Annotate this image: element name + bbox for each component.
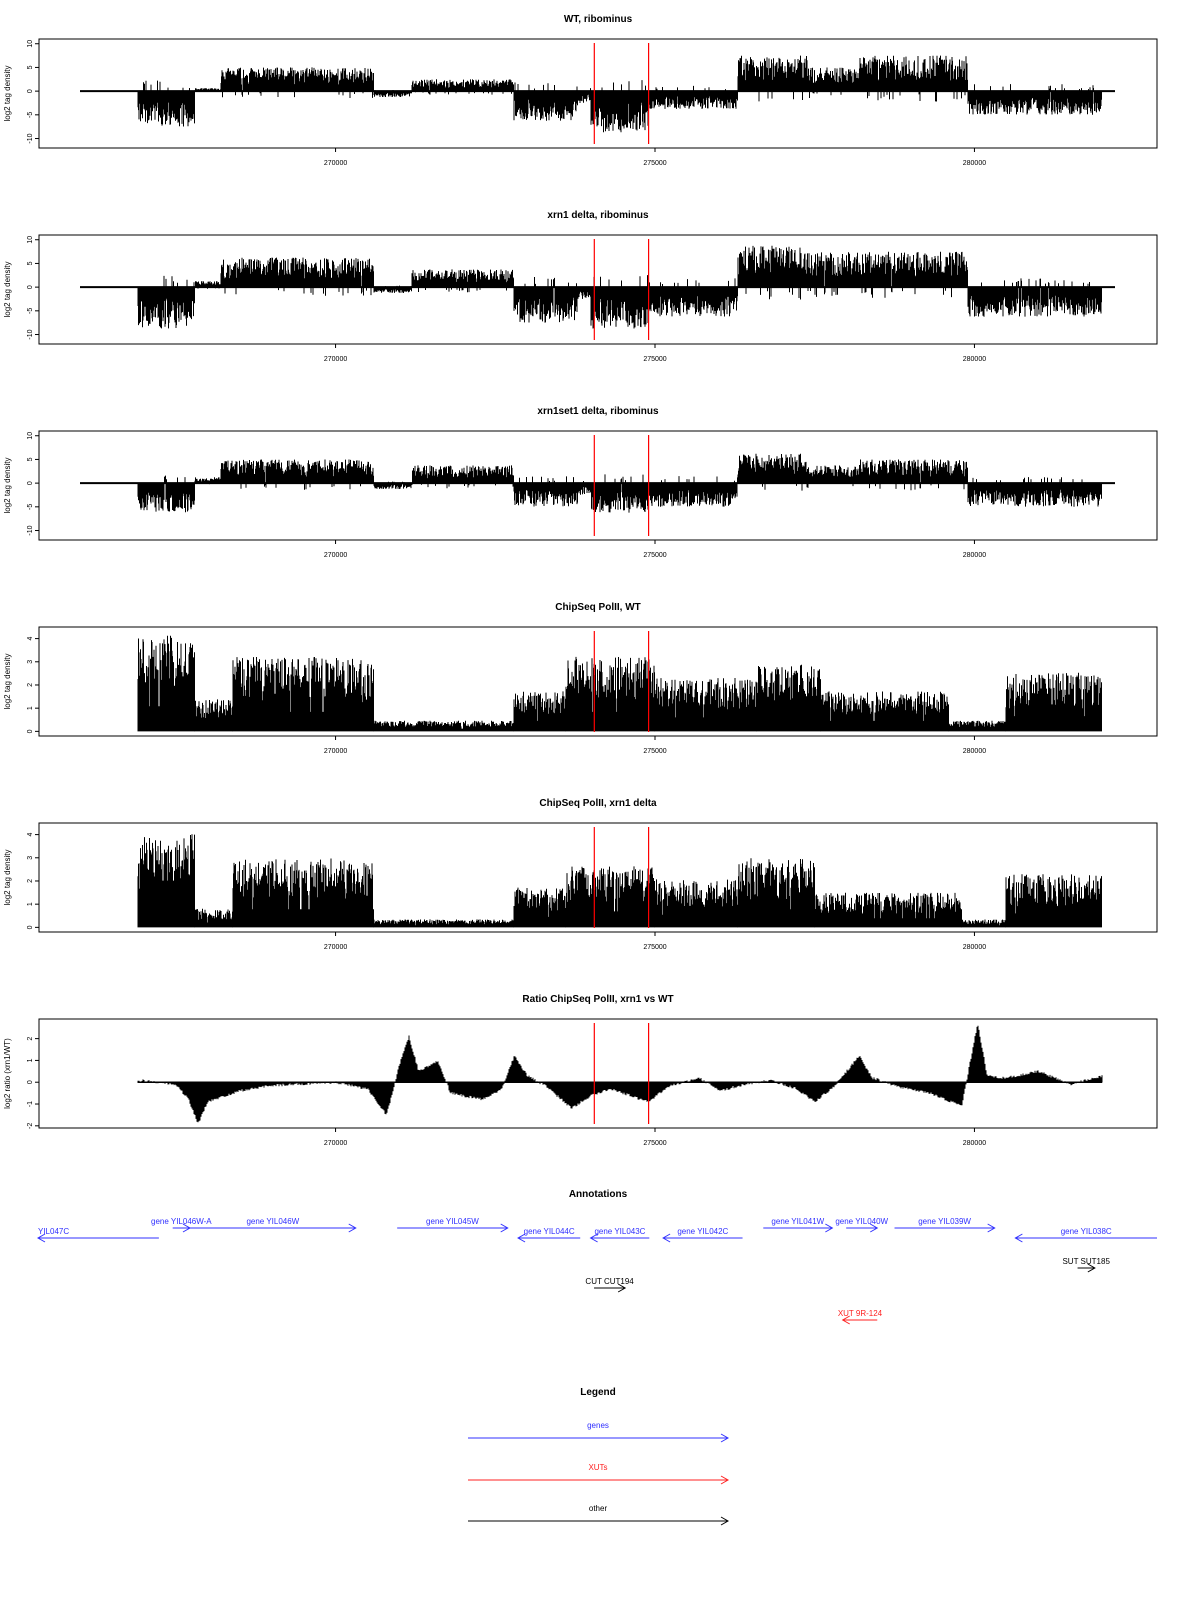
signal-segment <box>962 920 1006 928</box>
signal-series <box>138 636 1102 732</box>
legend-label: other <box>588 1504 608 1513</box>
legend-label: genes <box>587 1421 609 1430</box>
signal-series <box>138 1026 1102 1122</box>
y-axis-label: log2 tag density <box>3 65 12 122</box>
x-tick-label: 280000 <box>962 160 987 167</box>
signal-segment <box>815 893 962 928</box>
signal-segment <box>578 287 591 299</box>
signal-segment <box>859 56 968 102</box>
feature-label: gene YIL038C <box>1060 1227 1112 1236</box>
y-tick-label: 1 <box>27 902 34 907</box>
legend-label: XUTs <box>588 1463 608 1472</box>
signal-segment <box>968 84 1102 115</box>
legend-title: Legend <box>580 1387 616 1398</box>
x-tick-label: 280000 <box>962 748 987 755</box>
y-tick-label: 3 <box>27 855 34 860</box>
y-tick-label: 5 <box>27 457 34 462</box>
signal-segment <box>649 278 738 316</box>
y-tick-label: -10 <box>27 329 34 340</box>
y-tick-label: -5 <box>27 503 34 510</box>
signal-segment <box>808 68 859 99</box>
panel-title: ChipSeq PolII, WT <box>555 602 641 613</box>
signal-segment <box>514 888 566 928</box>
y-tick-label: 10 <box>27 39 34 48</box>
x-tick-label: 275000 <box>643 356 667 363</box>
ratio-area <box>138 1026 1102 1122</box>
y-tick-label: 2 <box>27 879 34 883</box>
signal-segment <box>808 465 859 488</box>
y-tick-label: -10 <box>27 133 34 144</box>
feature-label: gene YIL046W <box>246 1217 300 1226</box>
panel-4 <box>3 798 1157 951</box>
signal-segment <box>138 276 195 329</box>
panel-1 <box>3 210 1157 363</box>
signal-segment <box>138 636 195 732</box>
signal-segment <box>138 81 195 127</box>
annotations-title: Annotations <box>568 1189 628 1200</box>
signal-segment <box>514 277 578 323</box>
signal-segment <box>233 657 374 731</box>
panel-title: ChipSeq PolII, xrn1 delta <box>539 798 657 809</box>
feature-label: gene YIL046W-A <box>151 1217 212 1226</box>
signal-segment <box>1006 673 1102 732</box>
signal-segment <box>757 665 821 732</box>
x-tick-label: 275000 <box>643 160 667 167</box>
signal-segment <box>968 278 1102 316</box>
x-tick-label: 275000 <box>643 748 667 755</box>
x-tick-label: 280000 <box>962 1140 987 1147</box>
y-tick-label: 10 <box>27 235 34 244</box>
y-tick-label: 0 <box>27 729 34 734</box>
y-tick-label: 5 <box>27 261 34 266</box>
panel-title: xrn1set1 delta, ribominus <box>537 406 659 417</box>
x-tick-label: 280000 <box>962 552 987 559</box>
plot-frame <box>39 1019 1157 1128</box>
signal-segment <box>655 678 757 731</box>
x-tick-label: 275000 <box>643 944 667 951</box>
panel-title: xrn1 delta, ribominus <box>547 210 649 221</box>
y-tick-label: -10 <box>27 525 34 536</box>
y-axis-label: log2 tag density <box>3 849 12 906</box>
y-tick-label: 1 <box>27 706 34 711</box>
feature-label: gene YIL044C <box>523 1227 575 1236</box>
signal-segment <box>968 477 1102 507</box>
feature-label: gene YIL041W <box>771 1217 825 1226</box>
signal-segment <box>412 465 514 488</box>
x-tick-label: 270000 <box>323 356 348 363</box>
y-tick-label: 0 <box>27 89 34 94</box>
signal-segment <box>514 476 578 506</box>
signal-segment <box>808 252 859 297</box>
x-tick-label: 280000 <box>962 944 987 951</box>
signal-segment <box>138 476 195 513</box>
y-axis-label: log2 tag density <box>3 653 12 710</box>
y-tick-label: 2 <box>27 683 34 687</box>
signal-segment <box>821 691 949 731</box>
y-tick-label: -5 <box>27 307 34 314</box>
y-axis-label: log2 tag density <box>3 457 12 514</box>
signal-segment <box>221 67 374 98</box>
y-axis-label: log2 tag density <box>3 261 12 318</box>
signal-segment <box>591 80 649 132</box>
signal-segment <box>738 56 808 102</box>
y-tick-label: 0 <box>27 481 34 486</box>
feature-label: gene YIL039W <box>918 1217 971 1226</box>
signal-segment <box>195 699 233 731</box>
panel-title: Ratio ChipSeq PolII, xrn1 vs WT <box>522 994 674 1005</box>
feature-label: YIL047C <box>38 1227 70 1236</box>
signal-segment <box>566 866 655 927</box>
y-tick-label: -2 <box>27 1122 34 1129</box>
signal-segment <box>738 858 815 927</box>
x-tick-label: 270000 <box>323 1140 348 1147</box>
feature-label: gene YIL043C <box>594 1227 646 1236</box>
signal-segment <box>138 834 195 927</box>
y-tick-label: 10 <box>27 431 34 440</box>
panel-0 <box>3 14 1157 167</box>
signal-segment <box>514 83 578 121</box>
x-tick-label: 270000 <box>323 160 348 167</box>
signal-segment <box>591 275 649 328</box>
signal-segment <box>412 269 514 292</box>
feature-label: gene YIL045W <box>426 1217 479 1226</box>
panel-5 <box>3 994 1157 1147</box>
signal-segment <box>591 474 649 512</box>
signal-segment <box>1006 874 1102 927</box>
feature-label: XUT 9R-124 <box>837 1309 883 1318</box>
x-tick-label: 270000 <box>323 552 348 559</box>
signal-segment <box>859 460 968 491</box>
y-tick-label: 5 <box>27 65 34 70</box>
y-tick-label: 0 <box>27 1080 34 1085</box>
y-tick-label: 4 <box>27 832 34 837</box>
signal-segment <box>738 454 808 491</box>
x-tick-label: 270000 <box>323 748 348 755</box>
signal-segment <box>374 919 514 927</box>
panel-2 <box>3 406 1157 559</box>
y-tick-label: 0 <box>27 925 34 930</box>
feature-label: SUT SUT185 <box>1062 1257 1110 1266</box>
y-tick-label: 2 <box>27 1036 34 1041</box>
annotation-track <box>38 1189 1157 1324</box>
signal-segment <box>655 879 738 927</box>
signal-segment <box>649 86 738 109</box>
signal-segment <box>374 721 514 732</box>
signal-segment <box>233 859 374 928</box>
signal-segment <box>412 79 514 94</box>
signal-segment <box>738 246 808 300</box>
signal-segment <box>221 460 374 490</box>
y-tick-label: 1 <box>27 1058 34 1063</box>
signal-segment <box>859 252 968 298</box>
y-tick-label: -1 <box>27 1100 34 1108</box>
x-tick-label: 280000 <box>962 356 987 363</box>
x-tick-label: 275000 <box>643 1140 667 1147</box>
signal-series <box>138 56 1102 133</box>
signal-segment <box>649 476 738 507</box>
signal-segment <box>195 909 233 928</box>
legend <box>468 1387 728 1525</box>
y-tick-label: 3 <box>27 659 34 664</box>
feature-label: gene YIL040W <box>835 1217 889 1226</box>
y-tick-label: 0 <box>27 285 34 290</box>
x-tick-label: 275000 <box>643 552 667 559</box>
signal-segment <box>221 258 374 296</box>
signal-segment <box>566 657 655 732</box>
x-tick-label: 270000 <box>323 944 348 951</box>
panel-title: WT, ribominus <box>563 14 633 25</box>
feature-label: gene YIL042C <box>677 1227 729 1236</box>
signal-series <box>138 834 1102 927</box>
y-tick-label: 4 <box>27 636 34 641</box>
y-tick-label: -5 <box>27 111 34 118</box>
panel-3 <box>3 602 1157 755</box>
signal-segment <box>949 721 1006 732</box>
feature-label: CUT CUT194 <box>585 1277 634 1286</box>
signal-segment <box>514 691 566 731</box>
y-axis-label: log2 ratio (xrn1/WT) <box>3 1038 12 1109</box>
